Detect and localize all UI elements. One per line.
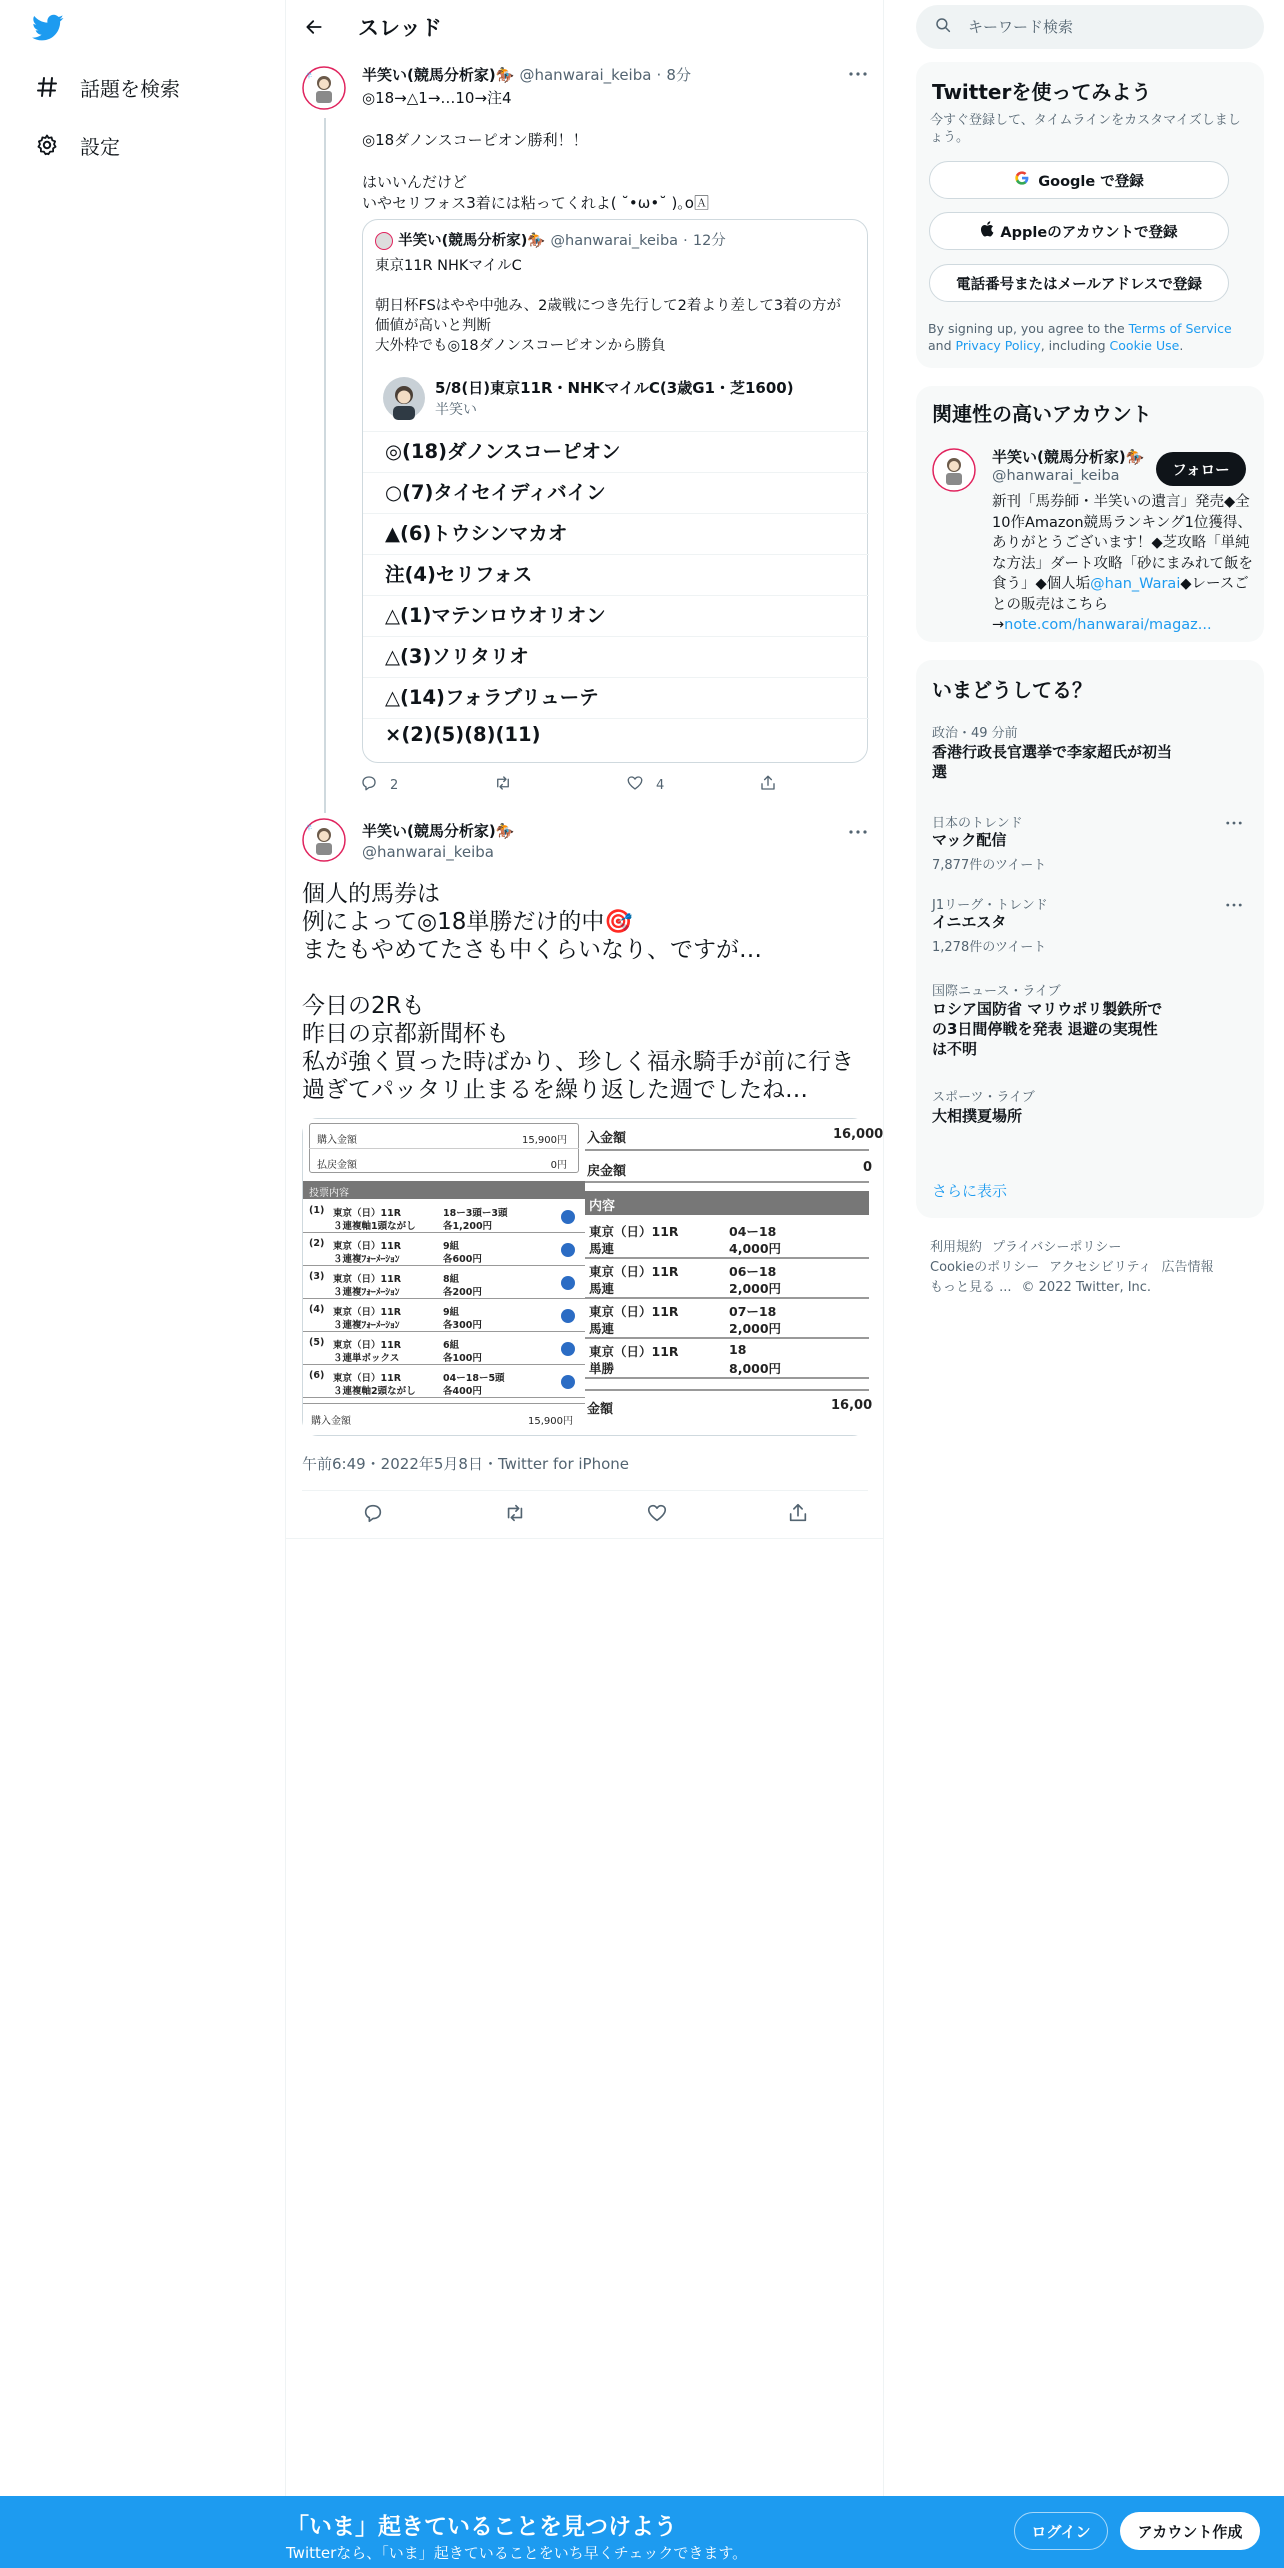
svg-text:半: 半 — [306, 73, 313, 80]
retweet-icon — [503, 1502, 527, 1528]
google-signup-label: Google で登録 — [1038, 173, 1144, 190]
trend-category: 国際ニュース・ライブ — [932, 984, 1061, 999]
row-number: (1) — [309, 1205, 325, 1216]
row-amount: 各300円 — [443, 1320, 482, 1331]
heart-icon — [626, 774, 644, 796]
author-handle[interactable]: @hanwarai_keiba — [519, 66, 652, 84]
divider — [585, 1149, 869, 1151]
trend-category: スポーツ・ライブ — [932, 1090, 1035, 1105]
row-combo: 6組 — [443, 1340, 460, 1351]
google-icon — [1014, 170, 1030, 190]
separator-dot: · — [683, 233, 688, 249]
gear-icon — [34, 132, 60, 158]
row-combo: 04ー18ー5頭 — [443, 1373, 505, 1384]
row-race: 東京（日）11R — [333, 1208, 402, 1219]
total-label: 金額 — [587, 1402, 614, 1417]
trends-title: いまどうしてる？ — [932, 678, 1092, 702]
footer-links-row3 — [930, 1276, 1161, 1295]
quote-header — [375, 229, 726, 250]
google-signup-button[interactable] — [929, 161, 1229, 199]
row-combo: 07ー18 — [729, 1304, 777, 1319]
share-button[interactable] — [787, 1502, 809, 1528]
refund-label: 戻金額 — [587, 1164, 627, 1179]
footer-link[interactable]: 利用規約 — [930, 1240, 983, 1255]
row-amount: 2,000円 — [729, 1281, 782, 1296]
ticket-row — [303, 1300, 585, 1332]
divider — [363, 636, 869, 637]
ticket-row — [303, 1234, 585, 1266]
apple-signup-button[interactable] — [929, 212, 1229, 250]
tweet-text: ◎18→△1→…10→注4 ◎18ダノンスコーピオン勝利！！ はいいんだけど いやセリフォス3着には粘ってくれよ( ˘•ω•˘ )｡o🄰 — [362, 89, 709, 212]
row-combo: 18ー3頭ー3頭 — [443, 1208, 508, 1219]
row-amount: 各200円 — [443, 1287, 482, 1298]
create-account-label: アカウント作成 — [1137, 2522, 1243, 2541]
pick-item: △(1)マテンロウオリオン — [385, 604, 606, 627]
quoted-tweet[interactable] — [362, 219, 868, 763]
signup-panel — [916, 62, 1264, 368]
ticket-row — [303, 1267, 585, 1299]
footer-link[interactable]: アクセシビリティ — [1049, 1260, 1152, 1275]
apple-icon — [980, 221, 994, 241]
copyright: © 2022 Twitter, Inc. — [1021, 1280, 1152, 1295]
terms-and: and — [928, 338, 956, 353]
refund-value: 0円 — [550, 1160, 567, 1171]
phone-email-signup-button[interactable] — [929, 264, 1229, 302]
tweet2-author-handle[interactable] — [362, 842, 494, 861]
login-button[interactable] — [1014, 2512, 1108, 2550]
more-options-icon[interactable] — [846, 820, 870, 844]
info-icon — [561, 1276, 575, 1290]
privacy-link[interactable]: Privacy Policy — [955, 338, 1041, 353]
more-options-icon[interactable] — [846, 62, 870, 86]
reply-count: 2 — [390, 777, 399, 793]
divider — [363, 677, 869, 678]
login-label: ログイン — [1031, 2522, 1091, 2541]
pick-item: ○(7)タイセイディバイン — [385, 481, 606, 504]
row-number: (6) — [309, 1370, 325, 1381]
purchase-row — [587, 1127, 884, 1146]
terms-mid: , including — [1040, 338, 1110, 353]
bio-url[interactable]: note.com/hanwarai/magaz... — [1004, 617, 1212, 633]
row-combo: 06ー18 — [729, 1264, 777, 1279]
trend-count: 7,877件のツイート — [932, 858, 1047, 873]
divider — [585, 1389, 869, 1391]
share-icon — [787, 1502, 809, 1528]
left-navigation — [0, 0, 285, 2568]
total-label: 購入金額 — [311, 1416, 351, 1427]
trends-panel — [916, 660, 1264, 1218]
row-bet-type: ３連複ﾌｫｰﾒｰｼｮﾝ — [333, 1287, 400, 1298]
divider — [363, 595, 869, 596]
row-bet-type: 馬連 — [589, 1241, 615, 1256]
tweet-timestamp[interactable]: 午前6:49・2022年5月8日・Twitter for iPhone — [302, 1455, 630, 1473]
footer-link[interactable]: 広告情報 — [1161, 1260, 1214, 1275]
section-label: 内容 — [589, 1199, 616, 1214]
hashtag-icon — [34, 74, 60, 100]
info-icon — [561, 1342, 575, 1356]
nav-explore[interactable] — [34, 66, 180, 108]
quote-author-handle: @hanwarai_keiba — [550, 233, 679, 249]
row-bet-type: ３連複ﾌｫｰﾒｰｼｮﾝ — [333, 1254, 400, 1265]
terms-prefix: By signing up, you agree to the — [928, 321, 1129, 336]
pick-item: △(3)ソリタリオ — [385, 645, 529, 668]
like-button[interactable] — [626, 774, 759, 796]
retweet-button[interactable] — [503, 1502, 527, 1528]
follow-label: フォロー — [1172, 462, 1230, 479]
row-bet-type: 馬連 — [589, 1281, 615, 1296]
card-avatar — [383, 377, 425, 419]
related-bio — [992, 492, 1254, 636]
betting-ticket-right — [585, 1119, 884, 1435]
nav-settings-label: 設定 — [80, 134, 120, 159]
row-amount: 各1,200円 — [443, 1221, 493, 1232]
row-race: 東京（日）11R — [333, 1307, 402, 1318]
author-handle: @hanwarai_keiba — [362, 843, 494, 861]
trend-category: J1リーグ・トレンド — [932, 898, 1048, 913]
row-combo: 9組 — [443, 1307, 460, 1318]
related-accounts-panel — [916, 386, 1264, 642]
apple-signup-label: Appleのアカウントで登録 — [1000, 224, 1178, 241]
row-number: (5) — [309, 1337, 325, 1348]
row-race: 東京（日）11R — [589, 1264, 679, 1279]
card-subtitle: 半笑い — [435, 402, 477, 418]
retweet-button[interactable] — [493, 774, 626, 796]
row-combo: 8組 — [443, 1274, 460, 1285]
row-amount: 各600円 — [443, 1254, 482, 1265]
trend-category: 日本のトレンド — [932, 816, 1023, 831]
author-name[interactable]: 半笑い(競馬分析家)🏇 — [362, 66, 515, 84]
reply-icon — [360, 774, 378, 796]
pick-item: ×(2)(5)(8)(11) — [385, 723, 541, 746]
column-divider-right — [883, 0, 884, 2568]
info-icon — [561, 1309, 575, 1323]
ticket-row — [585, 1339, 869, 1379]
row-amount: 8,000円 — [729, 1361, 782, 1376]
more-options-icon[interactable] — [1226, 810, 1242, 829]
card-title: 5/8(日)東京11R・NHKマイルC(3歳G1・芝1600) — [435, 379, 794, 397]
ticket-row — [585, 1299, 869, 1339]
related-title: 関連性の高いアカウント — [932, 402, 1152, 426]
trend-count: 1,278件のツイート — [932, 940, 1047, 955]
divider — [585, 1181, 869, 1183]
row-amount: 4,000円 — [729, 1241, 782, 1256]
trend-title: 香港行政長官選挙で李家超氏が初当選 — [932, 743, 1173, 781]
avatar[interactable] — [302, 818, 346, 862]
row-amount: 各400円 — [443, 1386, 482, 1397]
row-bet-type: ３連複軸2頭ながし — [333, 1386, 416, 1397]
quote-time: 12分 — [692, 233, 726, 249]
refund-row — [317, 1156, 567, 1171]
purchase-row — [317, 1131, 567, 1146]
refund-label: 払戻金額 — [317, 1160, 357, 1171]
bio-text: 新刊「馬券師・半笑いの遺言」発売◆全10作Amazon競馬ランキング1位獲得、ありがとうございます！◆芝攻略「単純な方法」ダート攻略「砂にまみれて飯を食う」◆個人垢 — [992, 494, 1253, 592]
terms-link[interactable]: Terms of Service — [1128, 321, 1232, 336]
pick-item: 注(4)セリフォス — [385, 563, 533, 586]
bio-tail: ◆レースごとの販売はこちら→ — [992, 576, 1249, 633]
bottom-bar-subtitle: Twitterなら、「いま」起きていることをいち早くチェックできます。 — [286, 2544, 748, 2562]
total-row — [587, 1398, 871, 1417]
trend-title: イニエスタ — [932, 913, 1007, 931]
more-options-icon[interactable] — [1226, 892, 1242, 911]
trend-category: 政治・49 分前 — [932, 726, 1018, 741]
ticket-row — [303, 1201, 585, 1233]
divider — [309, 1148, 579, 1149]
divider — [286, 1538, 883, 1539]
row-number: (2) — [309, 1238, 325, 1249]
like-button[interactable] — [646, 1502, 668, 1528]
trend-title: マック配信 — [932, 831, 1007, 849]
betting-ticket-left — [303, 1119, 585, 1435]
nav-explore-label: 話題を検索 — [80, 76, 180, 101]
heart-icon — [646, 1502, 668, 1528]
show-more-link[interactable]: さらに表示 — [932, 1182, 1008, 1200]
divider — [363, 718, 869, 719]
tweet-media[interactable] — [302, 1118, 884, 1436]
avatar[interactable] — [302, 66, 346, 110]
related-name[interactable]: 半笑い(競馬分析家)🏇 — [992, 448, 1145, 466]
info-icon — [561, 1243, 575, 1257]
purchase-label: 購入金額 — [317, 1135, 357, 1146]
footer-links-row2 — [930, 1256, 1223, 1275]
divider — [363, 513, 869, 514]
refund-row — [587, 1160, 871, 1179]
total-value: 15,900円 — [528, 1416, 573, 1427]
row-bet-type: 馬連 — [589, 1321, 615, 1336]
author-name: 半笑い(競馬分析家)🏇 — [362, 822, 515, 840]
divider — [363, 431, 869, 432]
reply-button[interactable] — [360, 774, 493, 796]
reply-button[interactable] — [362, 1502, 384, 1528]
row-race: 東京（日）11R — [589, 1224, 679, 1239]
pick-item: ▲(6)トウシンマカオ — [385, 522, 568, 545]
page-title: スレッド — [358, 16, 442, 40]
column-divider-left — [285, 0, 286, 2568]
pick-item: △(14)フォラブリューテ — [385, 686, 599, 709]
terms-end: . — [1179, 338, 1184, 353]
divider — [363, 554, 869, 555]
row-race: 東京（日）11R — [333, 1373, 402, 1384]
divider — [363, 472, 869, 473]
row-amount: 各100円 — [443, 1353, 482, 1364]
tweet-text: 個人的馬券は 例によって◎18単勝だけ的中🎯 またもやめてたさも中くらいなり、ですが… 今日の2Rも 昨日の京都新聞杯も 私が強く買った時ばかり、珍しく福永騎手が前に行き過ぎてパッタリ止まるを繰り返した週でしたね… — [302, 881, 854, 1103]
reply-icon — [362, 1502, 384, 1528]
quote-avatar — [375, 232, 393, 250]
footer-link[interactable]: プライバシーポリシー — [992, 1240, 1122, 1255]
row-bet-type: 単勝 — [589, 1361, 615, 1376]
total-value: 16,00 — [831, 1398, 873, 1413]
row-race: 東京（日）11R — [333, 1274, 402, 1285]
trend-title: ロシア国防省 マリウポリ製鉄所での3日間停戦を発表 退避の実現性は不明 — [932, 1000, 1163, 1058]
row-bet-type: ３連複軸1頭ながし — [333, 1221, 416, 1232]
purchase-value: 16,000 — [833, 1127, 884, 1142]
total-row — [311, 1412, 573, 1427]
divider — [302, 1490, 868, 1491]
bio-link[interactable]: @han_Warai — [1090, 576, 1181, 592]
row-bet-type: ３連複ﾌｫｰﾒｰｼｮﾝ — [333, 1320, 400, 1331]
thread-line — [324, 118, 326, 813]
tweet1-header — [362, 64, 691, 85]
row-amount: 2,000円 — [729, 1321, 782, 1336]
purchase-value: 15,900円 — [522, 1135, 567, 1146]
divider — [303, 1403, 585, 1404]
back-arrow-icon[interactable] — [300, 13, 328, 41]
phone-email-signup-label: 電話番号またはメールアドレスで登録 — [956, 276, 1202, 293]
info-icon — [561, 1375, 575, 1389]
twitter-bird-icon[interactable] — [32, 14, 64, 42]
row-bet-type: ３連単ボックス — [333, 1353, 400, 1364]
row-race: 東京（日）11R — [589, 1344, 679, 1359]
follow-button[interactable] — [1156, 452, 1246, 486]
search-icon — [934, 16, 952, 38]
row-number: (4) — [309, 1304, 325, 1315]
quote-author-name: 半笑い(競馬分析家)🏇 — [398, 233, 546, 249]
like-count: 4 — [656, 777, 665, 793]
signup-title: Twitterを使ってみよう — [932, 80, 1152, 104]
row-race: 東京（日）11R — [333, 1340, 402, 1351]
signup-subtitle: 今すぐ登録して、タイムラインをカスタマイズしましょう。 — [930, 113, 1241, 145]
trend-title: 大相撲夏場所 — [932, 1107, 1023, 1125]
separator-dot: · — [656, 66, 662, 84]
tweet-time[interactable]: 8分 — [666, 66, 691, 84]
refund-value: 0 — [863, 1160, 873, 1175]
share-icon — [759, 774, 777, 796]
cookie-link[interactable]: Cookie Use — [1109, 338, 1180, 353]
row-number: (3) — [309, 1271, 325, 1282]
footer-links-row1 — [930, 1236, 1131, 1255]
search-input[interactable] — [968, 18, 1248, 36]
avatar[interactable] — [932, 448, 976, 492]
row-combo: 9組 — [443, 1241, 460, 1252]
share-button[interactable] — [759, 774, 777, 796]
info-icon — [561, 1210, 575, 1224]
bottom-bar-title: 「いま」起きていることを見つけよう — [286, 2514, 677, 2540]
tweet2-author-name[interactable] — [362, 820, 514, 841]
nav-settings[interactable] — [34, 124, 120, 166]
section-label: 投票内容 — [309, 1188, 349, 1199]
quote-text: 東京11R NHKマイルC 朝日杯FSはやや中弛み、2歳戦につき先行して2着より差して3着の方が価値が高いと判断 大外枠でも◎18ダノンスコーピオンから勝負 — [375, 258, 842, 354]
related-handle[interactable]: @hanwarai_keiba — [992, 468, 1120, 484]
pick-item: ◎(18)ダノンスコーピオン — [385, 440, 621, 463]
row-race: 東京（日）11R — [333, 1241, 402, 1252]
tweet2-actions — [302, 1500, 868, 1530]
svg-text:半: 半 — [306, 825, 313, 832]
ticket-row — [585, 1259, 869, 1299]
ticket-row — [303, 1366, 585, 1398]
row-combo: 04ー18 — [729, 1224, 777, 1239]
ticket-row — [303, 1333, 585, 1365]
terms-text — [928, 320, 1254, 354]
retweet-icon — [493, 774, 513, 796]
row-combo: 18 — [729, 1342, 747, 1357]
purchase-label: 入金額 — [587, 1131, 627, 1146]
tweet1-actions — [360, 774, 800, 796]
row-race: 東京（日）11R — [589, 1304, 679, 1319]
create-account-button[interactable] — [1120, 2512, 1260, 2550]
ticket-row — [585, 1219, 869, 1259]
search-bar[interactable] — [916, 5, 1264, 49]
footer-link[interactable]: Cookieのポリシー — [930, 1260, 1040, 1275]
footer-more-link[interactable]: もっと見る ... — [930, 1280, 1012, 1295]
bottom-signup-bar — [0, 2496, 1284, 2568]
